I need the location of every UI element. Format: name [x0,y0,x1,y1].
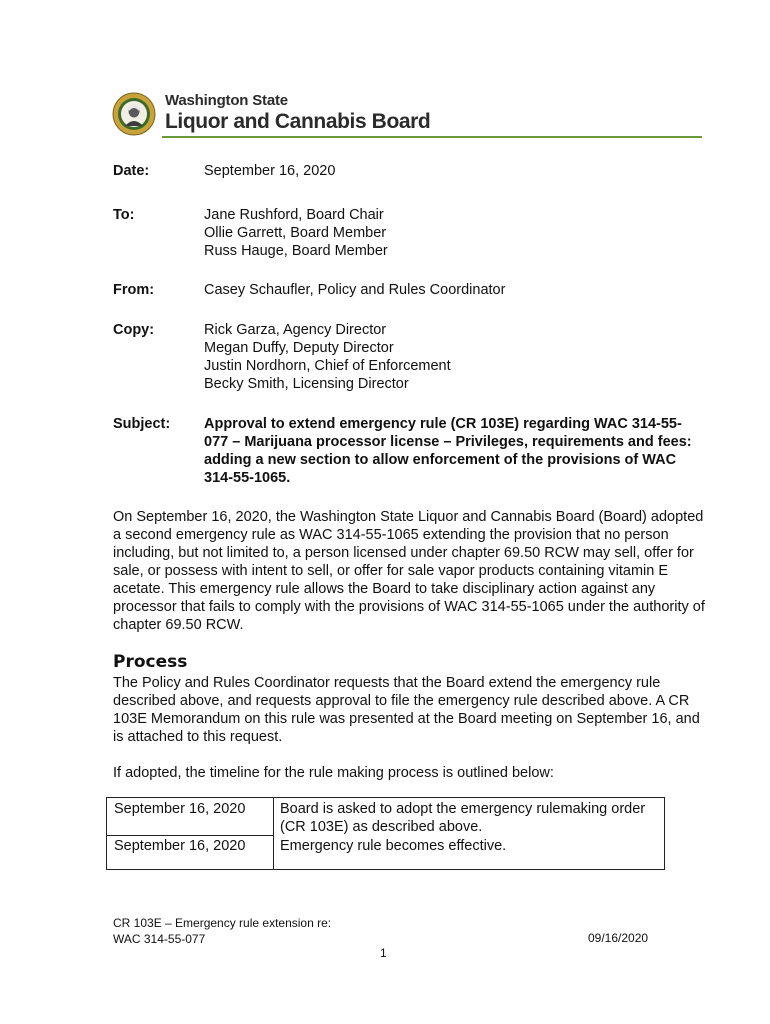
date-label: Date: [113,163,150,179]
org-name-line1: Washington State [165,92,288,109]
page-number: 1 [380,946,387,960]
timeline-event-cell: Board is asked to adopt the emergency rulemaking order (CR 103E) as described above. [280,801,646,835]
table-row-divider [107,835,273,836]
intro-paragraph: On September 16, 2020, the Washington State Liquor and Cannabis Board (Board) adopted a second emergency rule as WAC 314-55-1065 extending the provision that no person including, but not limited to, a person licensed under chapter 69.50 RCW may sell, offer for sale, or possess with intent to sell, or offer for sale vapor products containing vitamin E acetate. This emergency rule allows the Board to take disciplinary action against any processor that fails to comply with the provisions of WAC 314-55-1065 under the authority of chapter 69.50 RCW. [113,509,705,633]
timeline-intro: If adopted, the timeline for the rule making process is outlined below: [113,765,554,781]
letterhead [112,90,702,138]
copy-label: Copy: [113,322,155,338]
to-label: To: [113,207,135,223]
copy-recipient: Megan Duffy, Deputy Director [204,340,394,356]
from-label: From: [113,282,155,298]
date-value: September 16, 2020 [204,163,336,179]
copy-recipient: Rick Garza, Agency Director [204,322,387,338]
process-heading: Process [113,652,188,672]
state-seal-icon [112,92,156,136]
process-paragraph: The Policy and Rules Coordinator requests that the Board extend the emergency rule described above, and requests approval to file the emergency rule described above. A CR 103E Memorandum on this rule was presented at the Board meeting on September 16, and is attached to this request. [113,675,700,745]
timeline-date-cell: September 16, 2020 [114,838,246,854]
footer-date: 09/16/2020 [588,931,649,945]
footer-reference [113,915,331,947]
from-value: Casey Schaufler, Policy and Rules Coordinator [204,282,506,298]
timeline-date-cell: September 16, 2020 [114,801,246,817]
footer-line: WAC 314-55-077 [113,932,206,946]
header-divider [162,136,702,138]
subject-label: Subject: [113,416,171,432]
copy-recipients [204,321,704,393]
footer-line: CR 103E – Emergency rule extension re: [113,916,332,930]
to-recipient: Ollie Garrett, Board Member [204,225,387,241]
to-recipient: Jane Rushford, Board Chair [204,207,384,223]
table-column-divider [273,798,274,869]
to-recipients [204,206,704,260]
timeline-event-cell: Emergency rule becomes effective. [280,838,507,854]
subject-value: Approval to extend emergency rule (CR 103E) regarding WAC 314-55-077 – Marijuana processor license – Privileges, requirements and fees: adding a new section to allow enforcement of the provisions of WAC 314-55-1065. [204,416,692,486]
org-name-line2: Liquor and Cannabis Board [165,110,431,133]
copy-recipient: Becky Smith, Licensing Director [204,376,409,392]
timeline-table [106,797,665,870]
copy-recipient: Justin Nordhorn, Chief of Enforcement [204,358,451,374]
to-recipient: Russ Hauge, Board Member [204,243,388,259]
